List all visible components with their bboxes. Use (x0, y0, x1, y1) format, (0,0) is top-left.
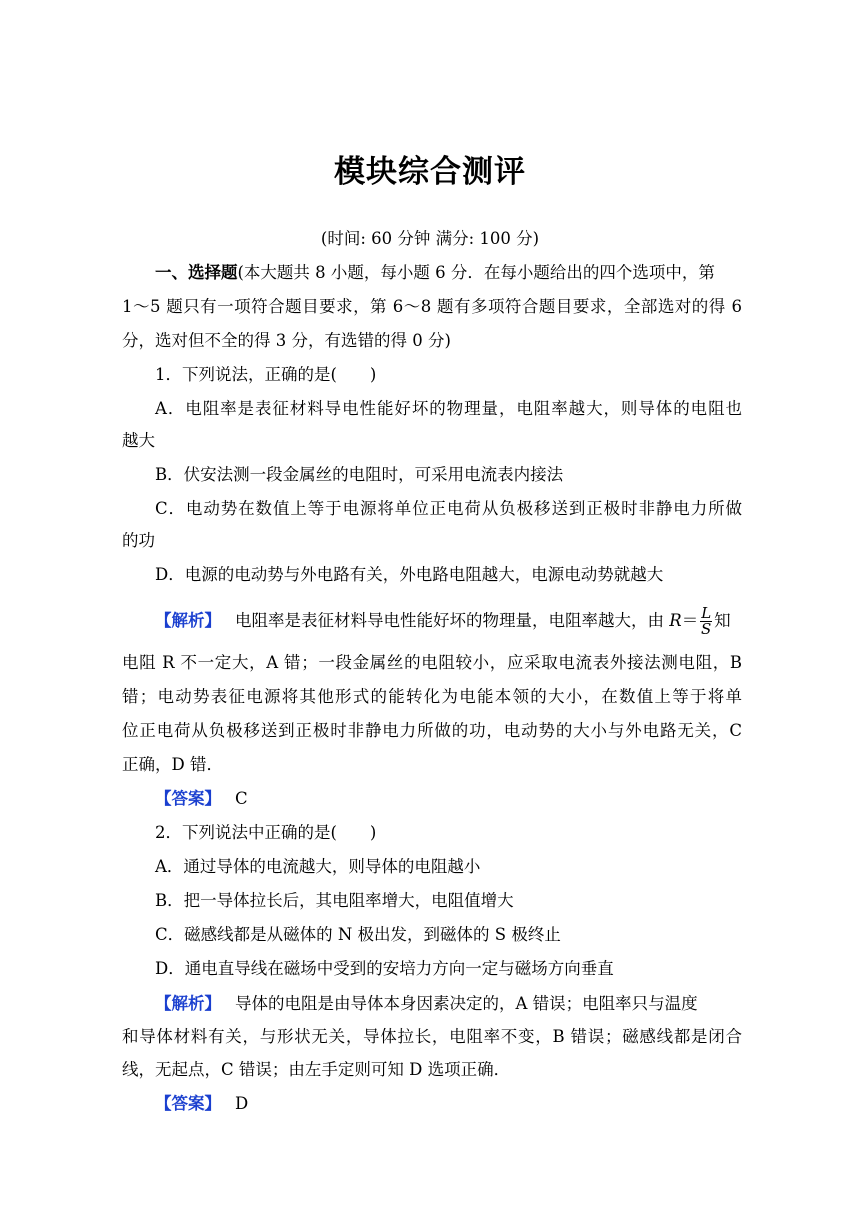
analysis-tag: 【解析】 (155, 994, 221, 1013)
question-1-analysis-line-3: 错；电动势表征电源将其他形式的能转化为电能本领的大小，在数值上等于将单 (122, 687, 742, 706)
question-1-option-a-line-1: A．电阻率是表征材料导电性能好坏的物理量，电阻率越大，则导体的电阻也 (155, 399, 742, 418)
section-intro-line-2: 1～5 题只有一项符合题目要求，第 6～8 题有多项符合题目要求，全部选对的得 6 (122, 297, 742, 316)
question-1-option-c-line-1: C．电动势在数值上等于电源将单位正电荷从负极移送到正极时非静电力所做 (155, 499, 742, 518)
question-2-option-c: C．磁感线都是从磁体的 N 极出发，到磁体的 S 极终止 (155, 925, 561, 944)
analysis-tag: 【解析】 (155, 611, 221, 630)
section-intro-line-3: 分，选对但不全的得 3 分，有选错的得 0 分) (122, 331, 451, 350)
section-heading: 一、选择题 (155, 263, 238, 282)
question-1-analysis-line-1: 【解析】 电阻率是表征材料导电性能好坏的物理量，电阻率越大，由 R＝ $\frac{L}{S}$ 知 (155, 604, 731, 638)
question-1-analysis-line-5: 正确，D 错． (122, 755, 223, 774)
question-2-option-d: D．通电直导线在磁场中受到的安培力方向一定与磁场方向垂直 (155, 959, 614, 978)
section-intro-line-1: 一、选择题(本大题共 8 小题，每小题 6 分．在每小题给出的四个选项中，第 (155, 263, 715, 282)
answer-tag: 【答案】 (155, 789, 221, 808)
answer-value: D (235, 1094, 249, 1113)
question-1-analysis-line-4: 位正电荷从负极移送到正极时非静电力所做的功，电动势的大小与外电路无关，C (122, 721, 742, 740)
question-2-stem: 2．下列说法中正确的是( ) (155, 823, 377, 842)
question-2-answer (155, 1094, 742, 1114)
exam-time-info: (时间: 60 分钟 满分: 100 分) (320, 229, 540, 248)
question-2-analysis-line-2: 和导体材料有关，与形状无关，导体拉长，电阻率不变，B 错误；磁感线都是闭合 (122, 1027, 742, 1046)
question-2-option-a: A．通过导体的电流越大，则导体的电阻越小 (155, 857, 481, 876)
question-1-option-b: B．伏安法测一段金属丝的电阻时，可采用电流表内接法 (155, 465, 564, 484)
question-1-analysis-line-2: 电阻 R 不一定大，A 错；一段金属丝的电阻较小，应采取电流表外接法测电阻，B (122, 653, 742, 672)
question-1-option-a-line-2: 越大 (122, 431, 155, 450)
question-1-option-d: D．电源的电动势与外电路有关，外电路电阻越大，电源电动势就越大 (155, 565, 664, 584)
question-2-option-b: B．把一导体拉长后，其电阻率增大，电阻值增大 (155, 891, 514, 910)
question-2-analysis-line-3: 线，无起点，C 错误；由左手定则可知 D 选项正确． (122, 1060, 511, 1079)
page-title: 模块综合测评 (334, 154, 526, 190)
formula-fraction: $\frac{L}{S}$ (701, 604, 712, 638)
question-1-option-c-line-2: 的功 (122, 531, 155, 550)
answer-value: C (235, 789, 248, 808)
answer-tag: 【答案】 (155, 1094, 221, 1113)
question-1-answer (155, 789, 742, 809)
question-2-analysis-line-1: 【解析】 导体的电阻是由导体本身因素决定的，A 错误；电阻率只与温度 (155, 994, 698, 1013)
question-1-stem: 1．下列说法，正确的是( ) (155, 365, 377, 384)
